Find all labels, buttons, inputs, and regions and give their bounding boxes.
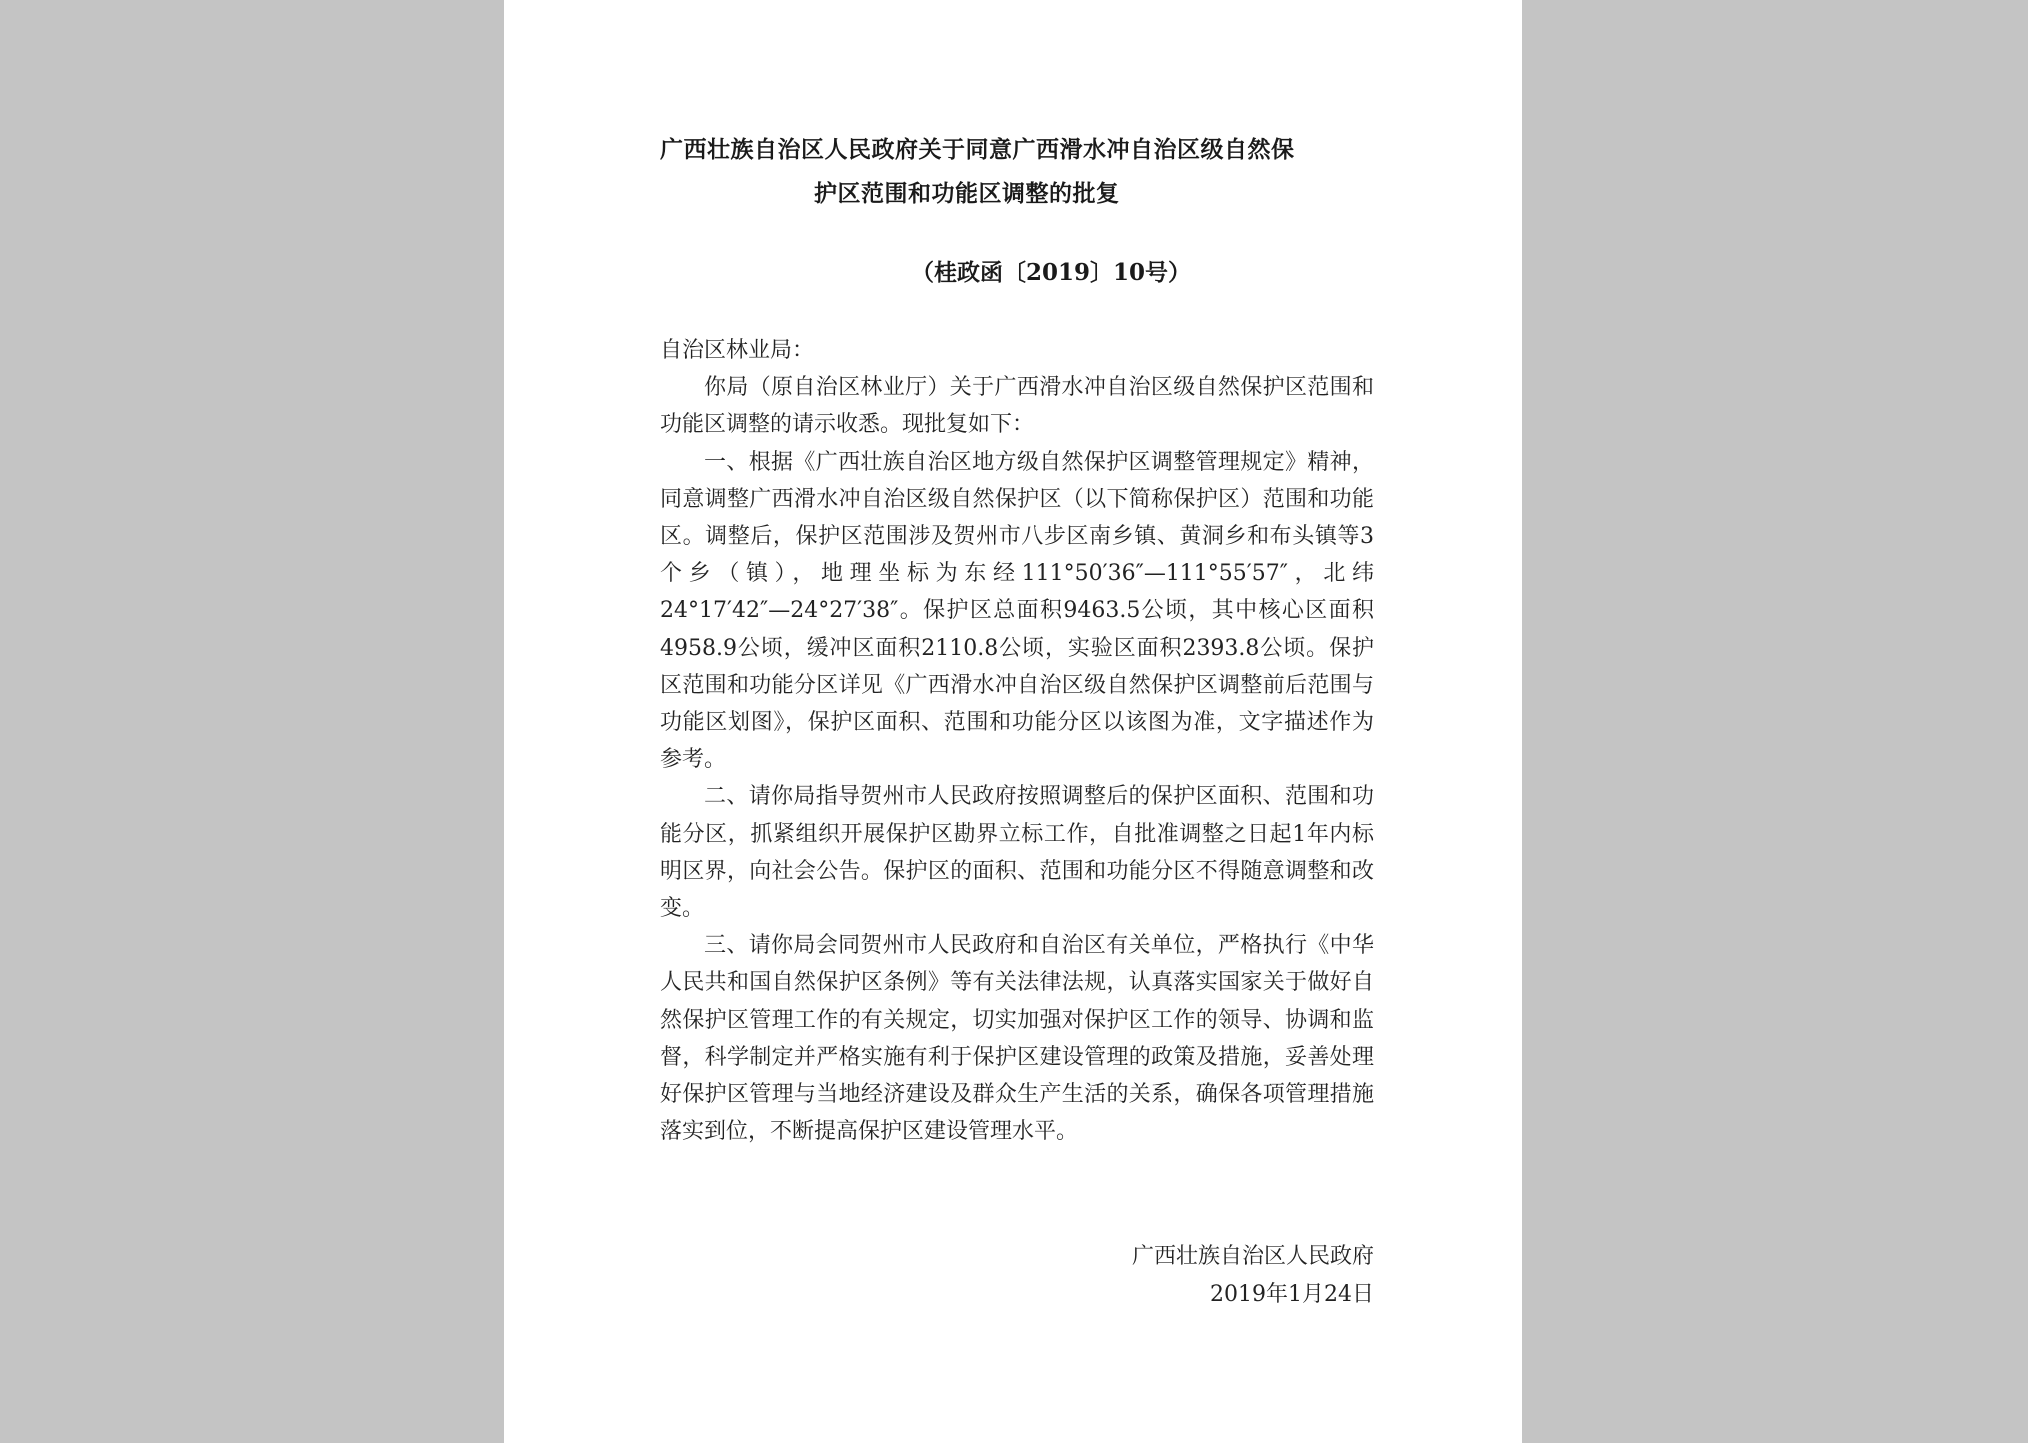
document-number: （桂政函〔2019〕10号） xyxy=(910,259,1192,286)
signature-organization: 广西壮族自治区人民政府 xyxy=(1131,1244,1374,1269)
signature-block xyxy=(1132,1238,1374,1314)
title-line-1: 广西壮族自治区人民政府关于同意广西滑水冲自治区级自然保 xyxy=(660,136,1295,163)
document-title xyxy=(660,128,1420,216)
title-line-2: 护区范围和功能区调整的批复 xyxy=(814,180,1120,207)
paragraph-item-1: 一、根据《广西壮族自治区地方级自然保护区调整管理规定》精神，同意调整广西滑水冲自治区级自然保护区（以下简称保护区）范围和功能区。调整后，保护区范围涉及贺州市八步区南乡镇、黄洞乡和布头镇等3个乡（镇），地理坐标为东经111°50′36″—111°55′57″，北纬24°17′42″—24°27′38″。保护区总面积9463.5公顷，其中核心区面积4958.9公顷，缓冲区面积2110.8公顷，实验区面积2393.8公顷。保护区范围和功能分区详见《广西滑水冲自治区级自然保护区调整前后范围与功能区划图》，保护区面积、范围和功能分区以该图为准，文字描述作为参考。 xyxy=(660,449,1374,773)
document-body xyxy=(660,332,1374,1150)
paragraph-item-3: 三、请你局会同贺州市人民政府和自治区有关单位，严格执行《中华人民共和国自然保护区条例》等有关法律法规，认真落实国家关于做好自然保护区管理工作的有关规定，切实加强对保护区工作的领导、协调和监督，科学制定并严格实施有利于保护区建设管理的政策及措施，妥善处理好保护区管理与当地经济建设及群众生产生活的关系，确保各项管理措施落实到位，不断提高保护区建设管理水平。 xyxy=(660,933,1374,1145)
addressee: 自治区林业局： xyxy=(660,338,815,363)
document-page xyxy=(504,0,1522,1443)
paragraph-item-2: 二、请你局指导贺州市人民政府按照调整后的保护区面积、范围和功能分区，抓紧组织开展保护区勘界立标工作，自批准调整之日起1年内标明区界，向社会公告。保护区的面积、范围和功能分区不得随意调整和改变。 xyxy=(660,784,1374,922)
paragraph-intro: 你局（原自治区林业厅）关于广西滑水冲自治区级自然保护区范围和功能区调整的请示收悉。现批复如下： xyxy=(660,375,1374,438)
signature-date: 2019年1月24日 xyxy=(1210,1282,1374,1307)
